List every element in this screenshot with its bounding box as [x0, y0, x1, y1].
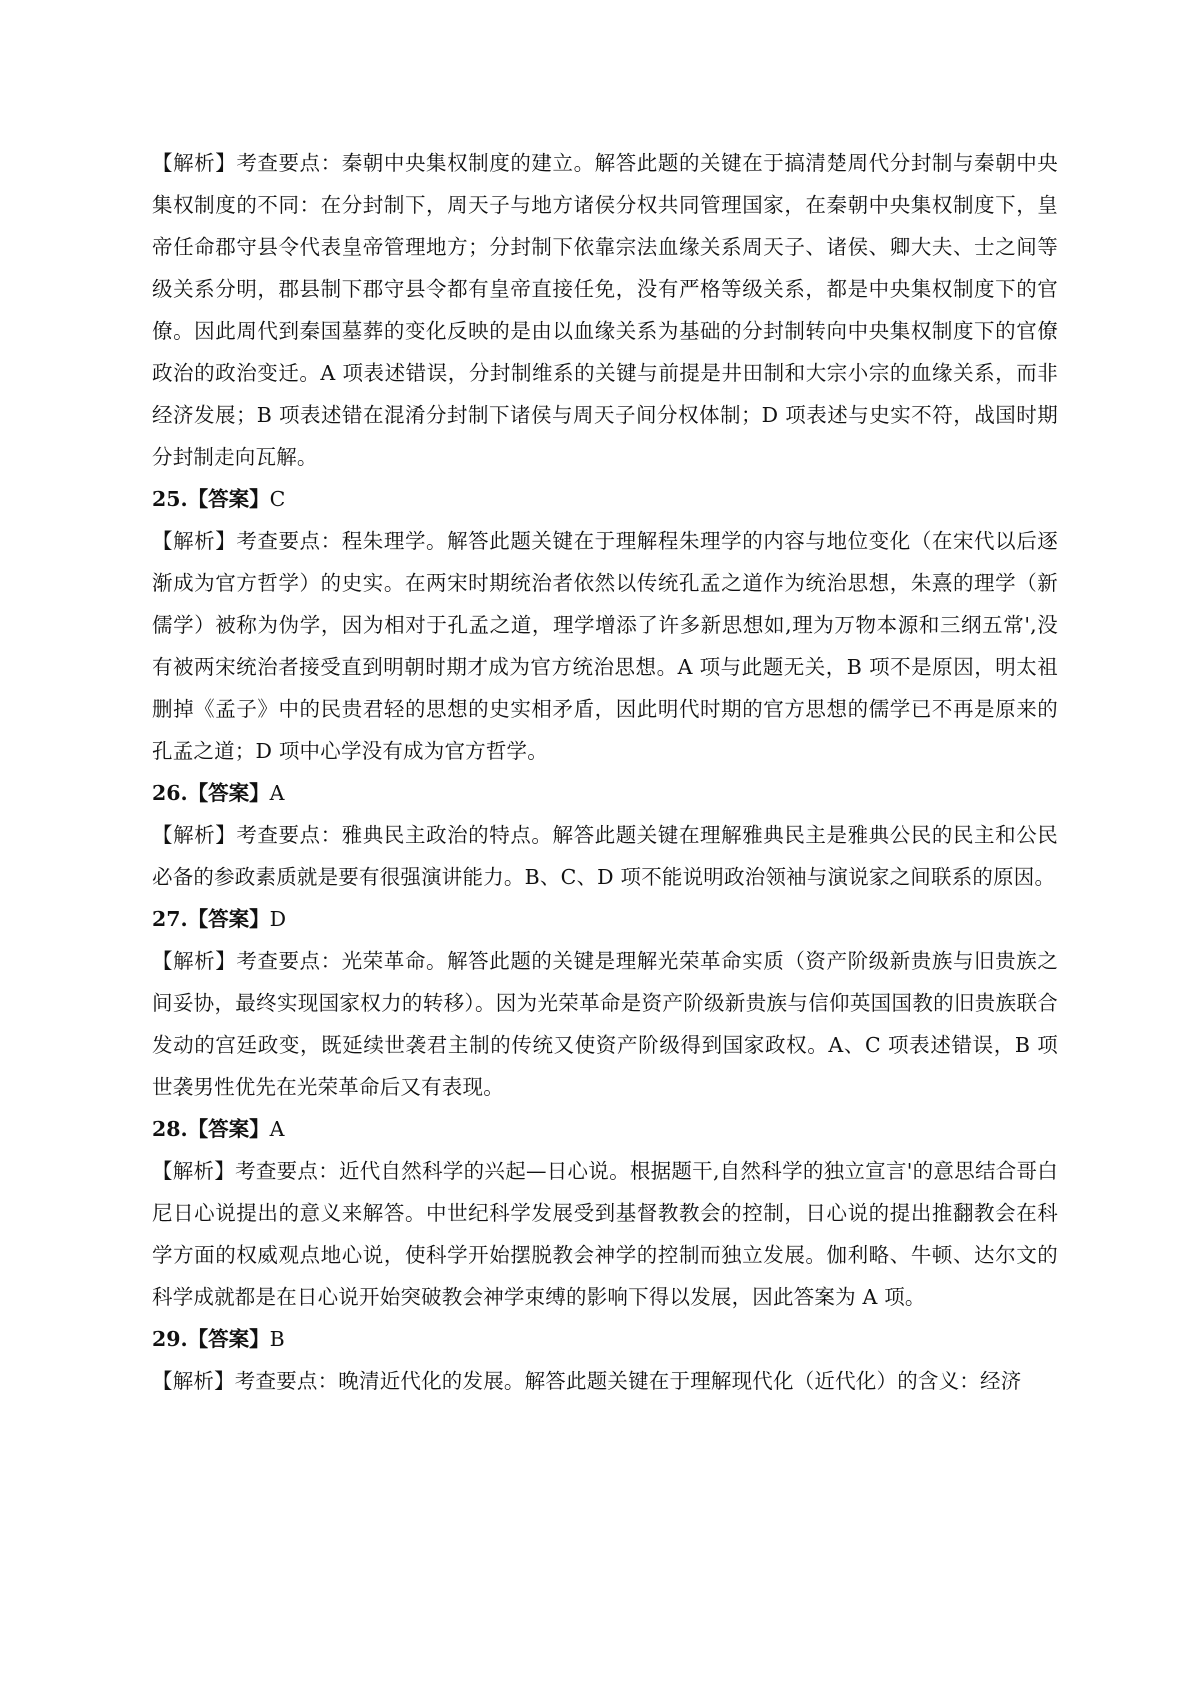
- answer-heading-26: [152, 772, 1058, 814]
- answer-label: 27.【答案】: [152, 907, 270, 931]
- answer-heading-27: [152, 898, 1058, 940]
- answer-value: D: [269, 907, 287, 931]
- answer-value: A: [269, 781, 285, 805]
- analysis-paragraph-26: 【解析】考查要点：雅典民主政治的特点。解答此题关键在理解雅典民主是雅典公民的民主和公民必备的参政素质就是要有很强演讲能力。B、C、D 项不能说明政治领袖与演说家之间联系的原因。: [152, 823, 1058, 889]
- answer-heading-25: [152, 478, 1058, 520]
- analysis-paragraph-29: 【解析】考查要点：晚清近代化的发展。解答此题关键在于理解现代化（近代化）的含义：经济: [152, 1369, 1022, 1393]
- answer-label: 26.【答案】: [152, 781, 270, 805]
- answer-value: A: [269, 1117, 285, 1141]
- answer-label: 25.【答案】: [152, 487, 270, 511]
- answer-label: 28.【答案】: [152, 1117, 270, 1141]
- answer-value: B: [269, 1327, 285, 1351]
- analysis-paragraph-27: 【解析】考查要点：光荣革命。解答此题的关键是理解光荣革命实质（资产阶级新贵族与旧贵族之间妥协，最终实现国家权力的转移）。因为光荣革命是资产阶级新贵族与信仰英国国教的旧贵族联合发动的宫廷政变，既延续世袭君主制的传统又使资产阶级得到国家政权。A、C 项表述错误，B 项世袭男性优先在光荣革命后又有表现。: [152, 949, 1058, 1099]
- answer-heading-29: [152, 1318, 1058, 1360]
- answer-heading-28: [152, 1108, 1058, 1150]
- analysis-paragraph-24: 【解析】考查要点：秦朝中央集权制度的建立。解答此题的关键在于搞清楚周代分封制与秦朝中央集权制度的不同：在分封制下，周天子与地方诸侯分权共同管理国家，在秦朝中央集权制度下，皇帝任命郡守县令代表皇帝管理地方；分封制下依靠宗法血缘关系周天子、诸侯、卿大夫、士之间等级关系分明，郡县制下郡守县令都有皇帝直接任免，没有严格等级关系，都是中央集权制度下的官僚。因此周代到秦国墓葬的变化反映的是由以血缘关系为基础的分封制转向中央集权制度下的官僚政治的政治变迁。A 项表述错误，分封制维系的关键与前提是井田制和大宗小宗的血缘关系，而非经济发展；B 项表述错在混淆分封制下诸侯与周天子间分权体制；D 项表述与史实不符，战国时期分封制走向瓦解。: [152, 151, 1058, 469]
- analysis-paragraph-28: 【解析】考查要点：近代自然科学的兴起—日心说。根据题干,自然科学的独立宣言'的意思结合哥白尼日心说提出的意义来解答。中世纪科学发展受到基督教教会的控制，日心说的提出推翻教会在科学方面的权威观点地心说，使科学开始摆脱教会神学的控制而独立发展。伽利略、牛顿、达尔文的科学成就都是在日心说开始突破教会神学束缚的影响下得以发展，因此答案为 A 项。: [152, 1159, 1058, 1309]
- answer-value: C: [269, 487, 286, 511]
- answer-analysis-content: [152, 142, 1058, 1402]
- analysis-paragraph-25: 【解析】考查要点：程朱理学。解答此题关键在于理解程朱理学的内容与地位变化（在宋代以后逐渐成为官方哲学）的史实。在两宋时期统治者依然以传统孔孟之道作为统治思想，朱熹的理学（新儒学）被称为伪学，因为相对于孔孟之道，理学增添了许多新思想如,理为万物本源和三纲五常',没有被两宋统治者接受直到明朝时期才成为官方统治思想。A 项与此题无关，B 项不是原因，明太祖删掉《孟子》中的民贵君轻的思想的史实相矛盾，因此明代时期的官方思想的儒学已不再是原来的孔孟之道；D 项中心学没有成为官方哲学。: [152, 529, 1058, 763]
- answer-label: 29.【答案】: [152, 1327, 270, 1351]
